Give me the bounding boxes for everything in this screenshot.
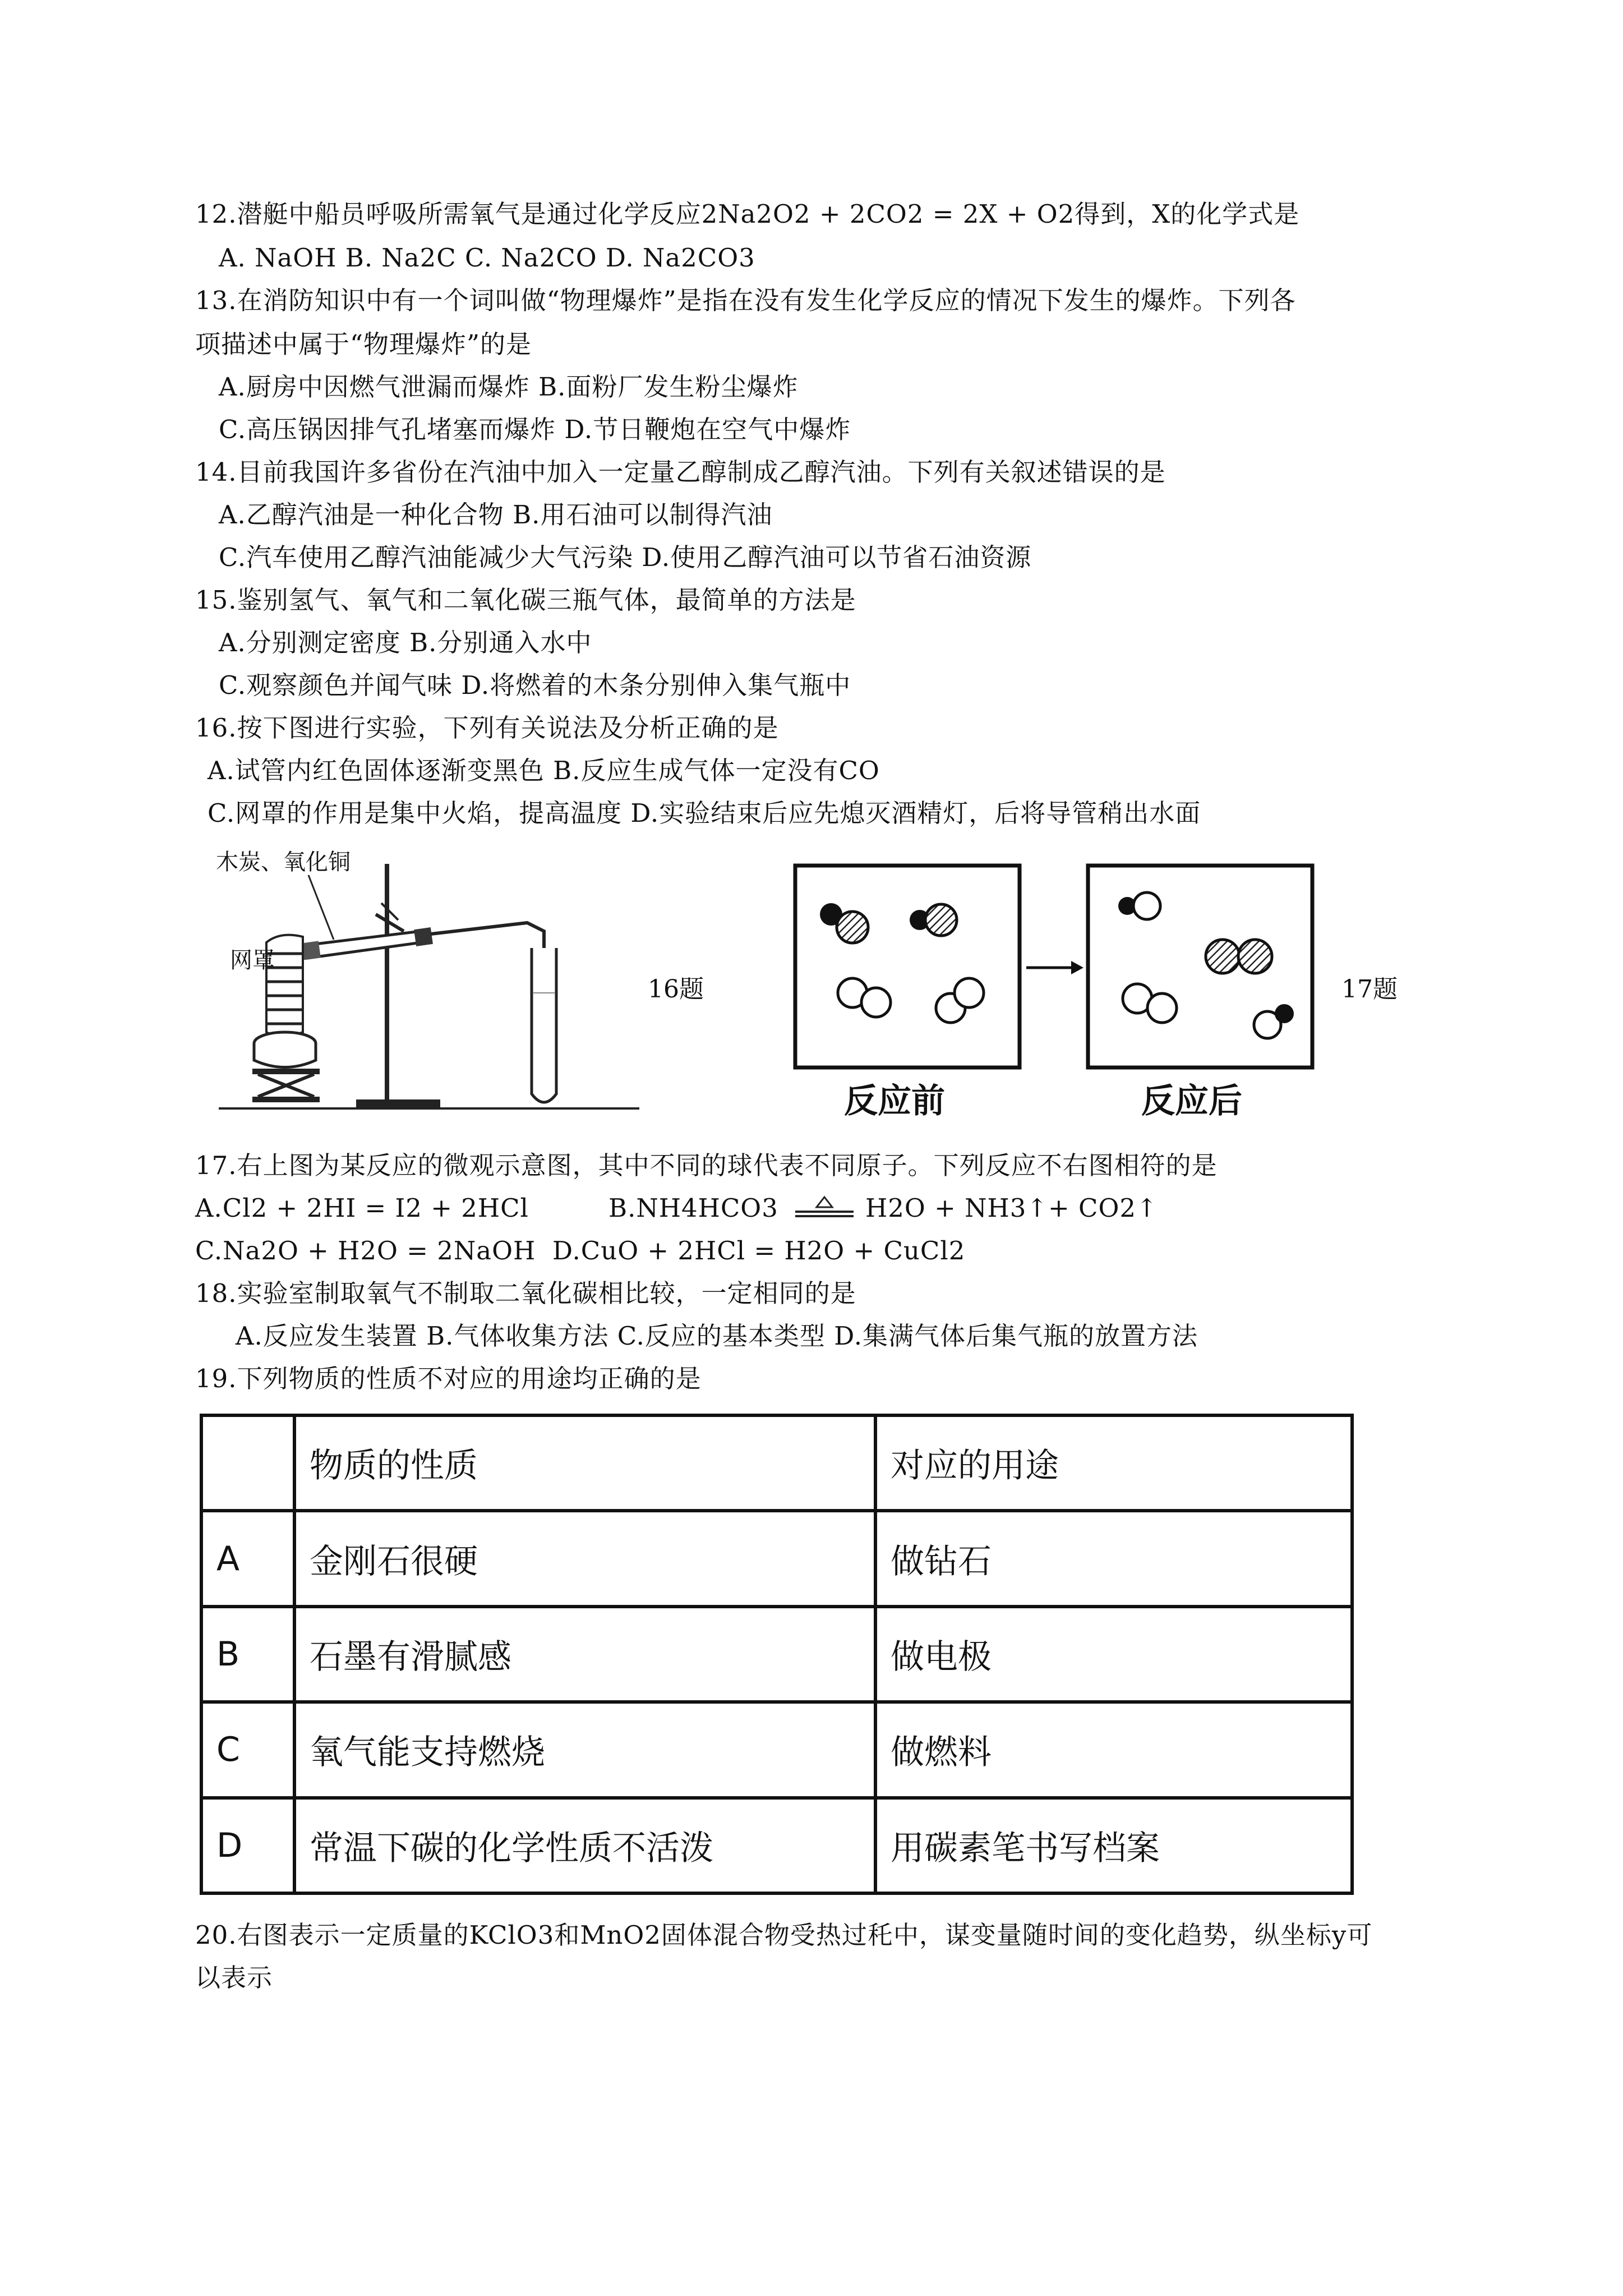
table-row <box>201 1607 1352 1702</box>
table-row <box>201 1511 1352 1606</box>
q12-options: A. NaOH B. Na2C C. Na2CO D. Na2CO3 <box>219 243 755 273</box>
q14-options-line2: C.汽车使用乙醇汽油能减少大气污染 D.使用乙醇汽油可以节省石油资源 <box>219 542 1032 572</box>
apparatus-figure <box>213 847 651 1116</box>
table-row <box>201 1798 1352 1893</box>
table-row <box>201 1702 1352 1797</box>
table-cell: 做燃料 <box>875 1702 1352 1797</box>
after-box <box>1088 866 1312 1068</box>
before-label: 反应前 <box>844 1082 945 1119</box>
q12-stem: 12.潜艇中船员呼吸所需氧气是通过化学反应2Na2O2 + 2CO2 = 2X + O2得到，X的化学式是 <box>195 199 1300 229</box>
q14-stem: 14.目前我国许多省份在汽油中加入一定量乙醇制成乙醇汽油。下列有关叙述错误的是 <box>195 457 1166 487</box>
q18-options: A.反应发生装置 B.气体收集方法 C.反应的基本类型 D.集满气体后集气瓶的放置方法 <box>236 1321 1198 1351</box>
table-header-cell: 物质的性质 <box>294 1415 875 1511</box>
table-cell: C <box>201 1702 294 1797</box>
receiving-tube <box>532 948 556 1102</box>
q17-stem: 17.右上图为某反应的微观示意图，其中不同的球代表不同原子。下列反应不右图相符的是 <box>195 1151 1218 1180</box>
q13-options-line1: A.厨房中因燃气泄漏而爆炸 B.面粉厂发生粉尘爆炸 <box>219 372 799 402</box>
q17-option-d: D.CuO + 2HCl = H2O + CuCl2 <box>552 1236 966 1266</box>
q20-stem-line2: 以表示 <box>195 1963 273 1993</box>
fig16-label: 16题 <box>648 975 704 1004</box>
lab-jack <box>252 1069 320 1102</box>
properties-uses-table <box>200 1414 1354 1895</box>
reaction-figure <box>791 861 1324 1119</box>
table-cell: A <box>201 1511 294 1606</box>
table-header-cell: 对应的用途 <box>875 1415 1352 1511</box>
q16-options-line2: C.网罩的作用是集中火焰，提高温度 D.实验结束后应先熄灭酒精灯，后将导管稍出水面 <box>208 798 1201 828</box>
after-label: 反应后 <box>1141 1082 1242 1119</box>
apparatus-label-reagent: 木炭、氧化铜 <box>216 849 351 875</box>
fig17-label: 17题 <box>1341 975 1398 1004</box>
q15-options-line2: C.观察颜色并闻气味 D.将燃着的木条分别伸入集气瓶中 <box>219 670 851 700</box>
q13-options-line2: C.高压锅因排气孔堵塞而爆炸 D.节日鞭炮在空气中爆炸 <box>219 415 851 444</box>
q17-option-c: C.Na2O + H2O = 2NaOH <box>195 1236 536 1266</box>
before-box <box>795 866 1020 1068</box>
test-tube <box>306 931 422 958</box>
heat-condition-icon <box>791 1194 858 1222</box>
table-cell: D <box>201 1798 294 1893</box>
table-cell: B <box>201 1607 294 1702</box>
q15-stem: 15.鉴别氢气、氧气和二氧化碳三瓶气体，最简单的方法是 <box>195 585 856 615</box>
q17-option-a: A.Cl2 + 2HI = I2 + 2HCl <box>195 1193 529 1223</box>
table-cell: 氧气能支持燃烧 <box>294 1702 875 1797</box>
q17-option-b-right: H2O + NH3↑+ CO2↑ <box>865 1193 1158 1223</box>
q18-stem: 18.实验室制取氧气不制取二氧化碳相比较，一定相同的是 <box>195 1278 856 1308</box>
table-cell: 石墨有滑腻感 <box>294 1607 875 1702</box>
q15-options-line1: A.分别测定密度 B.分别通入水中 <box>219 628 592 657</box>
table-header-row <box>201 1415 1352 1511</box>
table-header-cell <box>201 1415 294 1511</box>
table-cell: 金刚石很硬 <box>294 1511 875 1606</box>
q17-option-b-left: B.NH4HCO3 <box>608 1193 778 1223</box>
q20-stem-line1: 20.右图表示一定质量的KClO3和MnO2固体混合物受热过秅中，谋变量随时间的变化趋势，纵坐标y可 <box>195 1920 1373 1950</box>
q14-options-line1: A.乙醇汽油是一种化合物 B.用石油可以制得汽油 <box>219 500 773 530</box>
table-cell: 做钻石 <box>875 1511 1352 1606</box>
table-cell: 用碳素笔书写档案 <box>875 1798 1352 1893</box>
delivery-tube <box>431 923 544 1071</box>
apparatus-label-mesh: 网罩 <box>230 947 275 973</box>
q13-stem-line2: 项描述中属于“物理爆炸”的是 <box>195 329 532 359</box>
stand-base <box>356 1099 440 1108</box>
q19-stem: 19.下列物质的性质不对应的用途均正确的是 <box>195 1364 702 1393</box>
q16-stem: 16.按下图进行实验，下列有关说法及分析正确的是 <box>195 713 779 743</box>
q16-options-line1: A.试管内红色固体逐渐变黑色 B.反应生成气体一定没有CO <box>208 756 880 785</box>
table-cell: 常温下碳的化学性质不活泼 <box>294 1798 875 1893</box>
table-cell: 做电极 <box>875 1607 1352 1702</box>
q13-stem-line1: 13.在消防知识中有一个词叫做“物理爆炸”是指在没有发生化学反应的情况下发生的爆炸。下列各 <box>195 286 1296 315</box>
alcohol-lamp <box>254 1032 316 1068</box>
